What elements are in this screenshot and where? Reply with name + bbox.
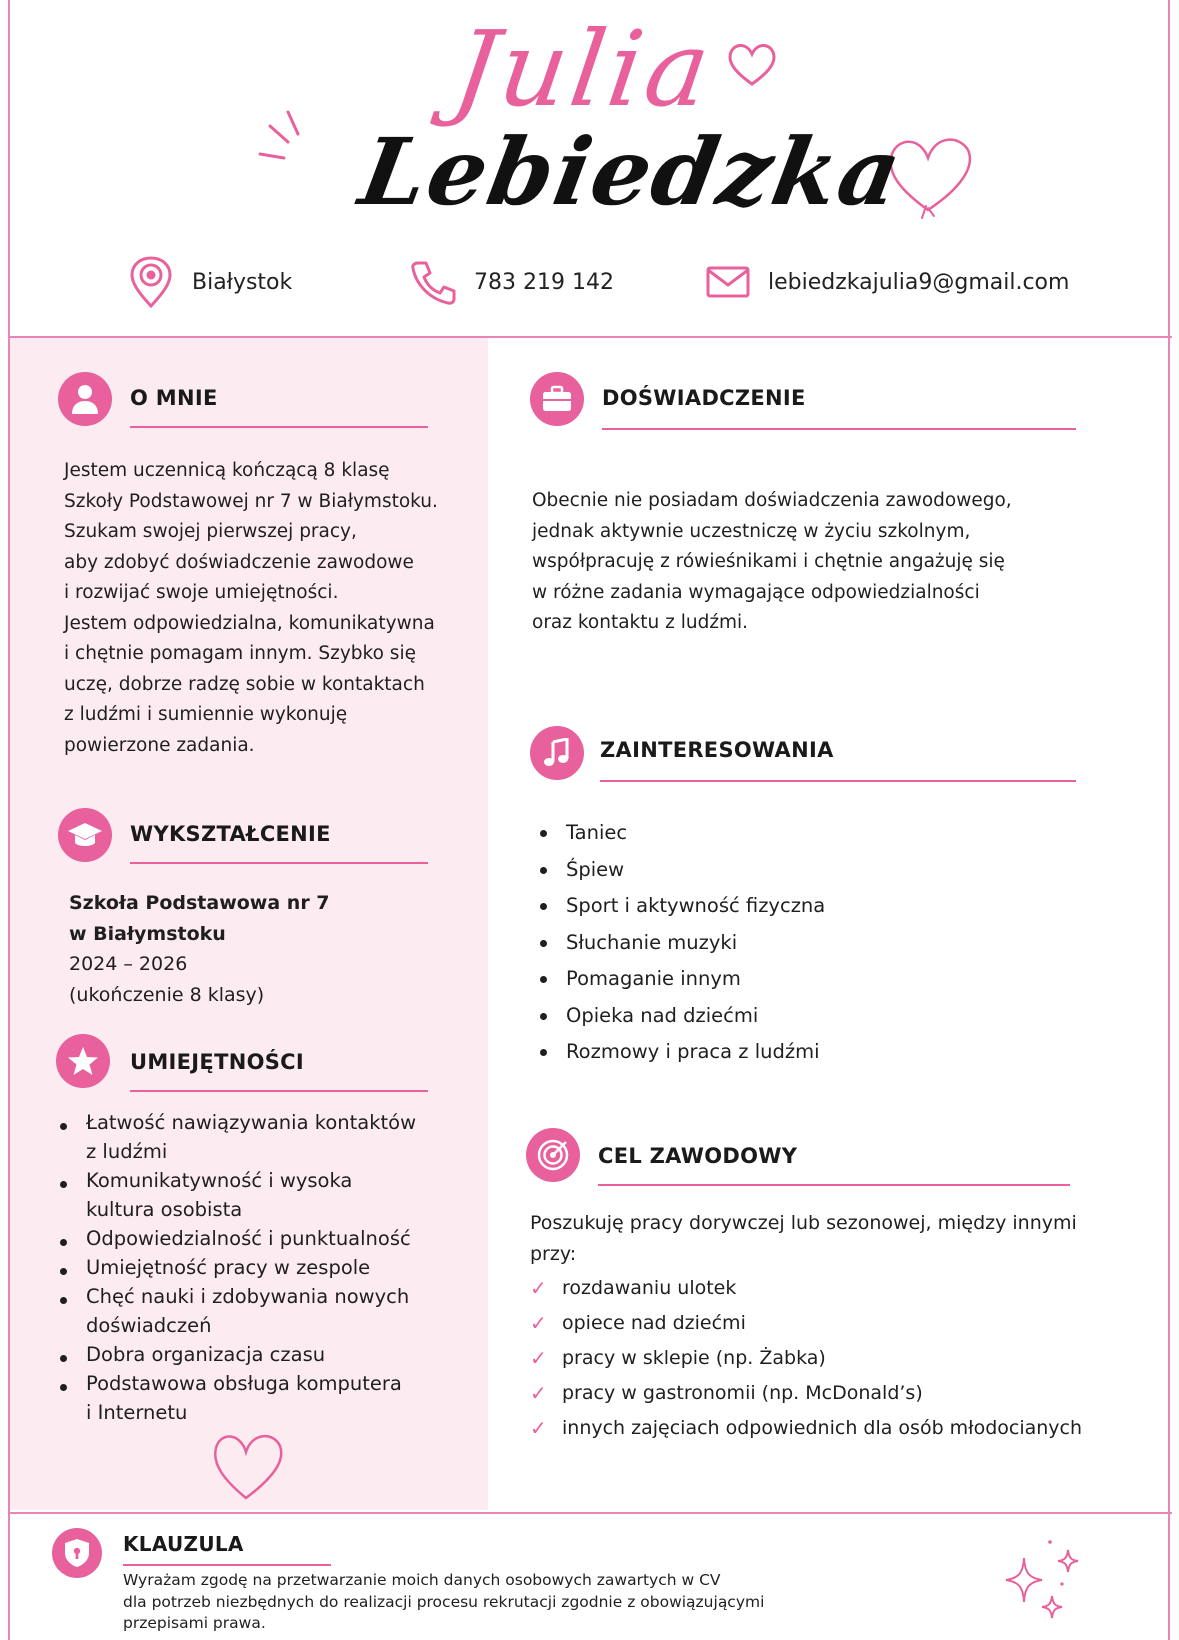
experience-title: DOŚWIADCZENIE xyxy=(602,386,806,410)
interests-title-underline xyxy=(600,780,1076,782)
about-icon-badge xyxy=(58,372,112,426)
goal-item: ✓ rozdawaniu ulotek xyxy=(530,1271,1082,1306)
contact-phone xyxy=(410,256,614,308)
goal-icon-badge xyxy=(526,1128,580,1182)
education-details xyxy=(69,888,330,1010)
about-title: O MNIE xyxy=(130,386,218,410)
goal-intro-line1: Poszukuję pracy dorywczej lub sezonowej, między innymi xyxy=(530,1212,1077,1234)
skill-item-text: doświadczeń xyxy=(86,1314,212,1337)
envelope-icon xyxy=(706,266,750,298)
shield-lock-icon xyxy=(63,1537,91,1569)
experience-title-underline xyxy=(602,428,1076,430)
education-title-underline xyxy=(130,862,428,864)
phone-icon xyxy=(410,259,456,305)
goal-item: ✓ opiece nad dziećmi xyxy=(530,1306,1082,1341)
music-note-icon xyxy=(543,738,571,768)
interest-item: Taniec xyxy=(536,815,825,852)
interest-item: Pomaganie innym xyxy=(536,961,825,998)
skill-item-text: kultura osobista xyxy=(86,1198,243,1221)
skill-item-text: Komunikatywność i wysoka xyxy=(86,1169,353,1192)
skill-item xyxy=(56,1340,416,1369)
skill-item-text: Podstawowa obsługa komputera xyxy=(86,1372,402,1395)
clause-text xyxy=(123,1570,764,1635)
footer-divider xyxy=(8,1512,1172,1514)
about-text-line: aby zdobyć doświadczenie zawodowe xyxy=(64,551,414,573)
briefcase-icon xyxy=(541,385,573,413)
email-text[interactable]: lebiedzkajulia9@gmail.com xyxy=(768,269,1070,295)
about-text-line: Szkoły Podstawowej nr 7 w Białymstoku. xyxy=(64,490,438,512)
clause-text-line: Wyrażam zgodę na przetwarzanie moich danych osobowych zawartych w CV xyxy=(123,1571,721,1589)
education-note: (ukończenie 8 klasy) xyxy=(69,983,265,1006)
interest-item: Słuchanie muzyki xyxy=(536,925,825,962)
skill-item-text: Odpowiedzialność i punktualność xyxy=(86,1227,411,1250)
school-name-line1: Szkoła Podstawowa nr 7 xyxy=(69,892,330,914)
education-icon-badge xyxy=(58,808,112,862)
skills-icon-badge xyxy=(56,1034,110,1088)
experience-icon-badge xyxy=(530,372,584,426)
goal-list xyxy=(530,1271,1082,1446)
goal-intro xyxy=(530,1208,1077,1269)
skill-item xyxy=(56,1282,416,1340)
about-text-line: i rozwijać swoje umiejętności. xyxy=(64,582,339,603)
skill-item xyxy=(56,1369,416,1427)
skill-item-text: Umiejętność pracy w zespole xyxy=(86,1256,371,1279)
experience-text-line: Obecnie nie posiadam doświadczenia zawodowego, xyxy=(532,490,1012,511)
clause-text-line: dla potrzeb niezbędnych do realizacji procesu rekrutacji zgodnie z obowiązującymi xyxy=(123,1592,765,1611)
about-text-line: i chętnie pomagam innym. Szybko się xyxy=(64,643,416,664)
goal-item: ✓ innych zajęciach odpowiednich dla osób młodocianych xyxy=(530,1411,1082,1446)
sparkle-lines-icon xyxy=(258,108,308,166)
skill-item-text: i Internetu xyxy=(86,1401,188,1424)
star-icon xyxy=(67,1045,99,1077)
interests-list xyxy=(536,815,825,1071)
contact-email xyxy=(706,256,1069,308)
graduation-cap-icon xyxy=(67,821,103,849)
skill-item xyxy=(56,1166,416,1224)
sparkles-icon xyxy=(1002,1536,1092,1622)
skill-item-text: Chęć nauki i zdobywania nowych xyxy=(86,1285,410,1308)
clause-title-underline xyxy=(123,1564,331,1566)
about-text-line: uczę, dobrze radzę sobie w kontaktach xyxy=(64,673,425,695)
contact-city xyxy=(128,256,292,308)
interest-item: Rozmowy i praca z ludźmi xyxy=(536,1034,825,1071)
skill-item-text: z ludźmi xyxy=(86,1140,168,1163)
interests-icon-badge xyxy=(530,726,584,780)
school-name-line2: w Białymstoku xyxy=(69,922,226,945)
experience-text-line: oraz kontaktu z ludźmi. xyxy=(532,612,749,633)
skill-item xyxy=(56,1224,416,1253)
about-text xyxy=(64,456,438,761)
first-name: Julia xyxy=(446,8,721,130)
interests-title: ZAINTERESOWANIA xyxy=(600,738,834,762)
skills-title-underline xyxy=(130,1090,428,1092)
experience-text-line: współpracuję z rówieśnikami i chętnie angażuję się xyxy=(532,551,1005,572)
education-title: WYKSZTAŁCENIE xyxy=(130,822,331,846)
about-text-line: Jestem uczennicą kończącą 8 klasę xyxy=(64,460,390,481)
about-title-underline xyxy=(130,426,428,428)
about-text-line: powierzone zadania. xyxy=(64,734,255,756)
skill-item xyxy=(56,1253,416,1282)
interest-item: Opieka nad dziećmi xyxy=(536,998,825,1035)
person-icon xyxy=(70,383,100,415)
clause-text-line: przepisami prawa. xyxy=(123,1614,266,1632)
location-pin-icon xyxy=(128,256,174,308)
about-text-line: z ludźmi i sumiennie wykonuję xyxy=(64,704,348,725)
interest-item: Sport i aktywność fizyczna xyxy=(536,888,825,925)
goal-title: CEL ZAWODOWY xyxy=(598,1144,798,1168)
goal-intro-line2: przy: xyxy=(530,1242,577,1265)
about-text-line: Szukam swojej pierwszej pracy, xyxy=(64,521,357,542)
interest-item: Śpiew xyxy=(536,852,825,889)
skill-item xyxy=(56,1108,416,1166)
goal-item: ✓ pracy w sklepie (np. Żabka) xyxy=(530,1341,1082,1376)
experience-text-line: w różne zadania wymagające odpowiedzialności xyxy=(532,581,980,603)
small-heart-icon xyxy=(725,40,779,90)
experience-text xyxy=(532,486,1012,639)
skills-list xyxy=(56,1108,416,1427)
education-years: 2024 – 2026 xyxy=(69,953,188,975)
goal-title-underline xyxy=(598,1184,1070,1186)
clause-icon-badge xyxy=(52,1528,102,1578)
goal-item: ✓ pracy w gastronomii (np. McDonald’s) xyxy=(530,1376,1082,1411)
city-text: Białystok xyxy=(192,269,293,295)
experience-text-line: jednak aktywnie uczestniczę w życiu szkolnym, xyxy=(532,520,971,542)
clause-title: KLAUZULA xyxy=(123,1532,244,1556)
about-text-line: Jestem odpowiedzialna, komunikatywna xyxy=(64,612,435,634)
last-name: Lebiedzka xyxy=(352,118,911,226)
target-icon xyxy=(536,1138,570,1172)
outline-heart-icon xyxy=(208,1420,288,1502)
skills-title: UMIEJĘTNOŚCI xyxy=(130,1050,304,1074)
skill-item-text: Dobra organizacja czasu xyxy=(86,1343,326,1366)
phone-text: 783 219 142 xyxy=(474,269,614,295)
skill-item-text: Łatwość nawiązywania kontaktów xyxy=(86,1111,417,1134)
